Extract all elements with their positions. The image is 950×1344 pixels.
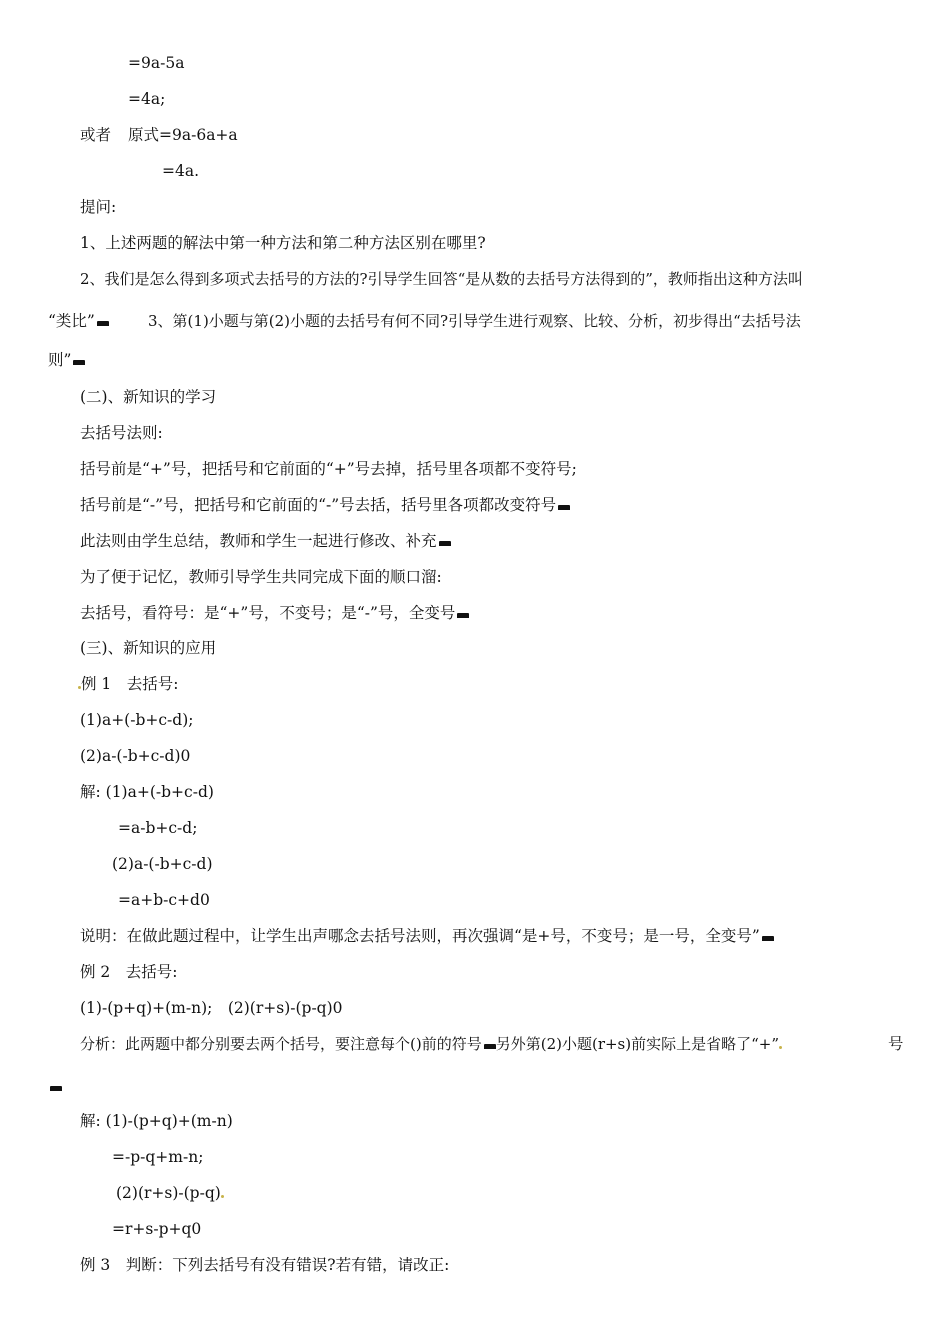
text-fragment: 分析：此两题中都分别要去两个括号，要注意每个()前的符号 <box>80 1035 482 1053</box>
section-heading: (三)、新知识的应用 <box>80 639 217 657</box>
text-fragment: 则” <box>48 351 72 369</box>
eq-line: =4a; <box>128 90 166 108</box>
eq-line: (2)a-(-b+c-d) <box>112 855 213 873</box>
text-fragment: 去括号，看符号：是“+”号，不变号；是“-”号，全变号 <box>80 604 456 622</box>
format-mark-icon <box>73 360 85 365</box>
text-fragment: (2)(r+s)-(p-q) <box>116 1184 221 1202</box>
eq-line: =4a. <box>162 162 200 180</box>
text-fragment: “类比” <box>48 312 95 330</box>
eq-line: =-p-q+m-n; <box>112 1148 204 1166</box>
format-mark-icon <box>439 541 451 546</box>
text-line: 或者 <box>80 126 112 144</box>
text-line: 为了便于记忆，教师引导学生共同完成下面的顺口溜: <box>80 568 442 586</box>
text-line <box>80 603 469 623</box>
eq-line: 解: (1)a+(-b+c-d) <box>80 783 214 801</box>
text-line <box>80 926 774 946</box>
format-mark-icon <box>484 1044 496 1049</box>
format-mark-icon <box>97 321 109 326</box>
section-heading: (二)、新知识的学习 <box>80 388 217 406</box>
eq-line: =9a-5a <box>128 54 185 72</box>
text-fragment: 例 1 去括号: <box>81 675 179 693</box>
eq-line: =a+b-c+d0 <box>118 891 210 909</box>
text-line <box>48 350 85 370</box>
format-mark-icon <box>50 1086 62 1091</box>
annotation-dot-icon <box>779 1046 782 1049</box>
format-mark-icon <box>762 936 774 941</box>
text-line: 去括号法则: <box>80 424 163 442</box>
eq-line: 解: (1)-(p+q)+(m-n) <box>80 1112 233 1130</box>
annotation-dot-icon <box>221 1195 224 1198</box>
text-line: 提问: <box>80 198 117 216</box>
text-fragment: 号 <box>888 1035 904 1053</box>
eq-line: =a-b+c-d; <box>118 819 198 837</box>
text-line <box>80 1034 782 1054</box>
eq-line: 原式=9a-6a+a <box>128 126 238 144</box>
text-fragment: 此法则由学生总结，教师和学生一起进行修改、补充 <box>80 532 437 550</box>
eq-line: (1)-(p+q)+(m-n); (2)(r+s)-(p-q)0 <box>80 999 343 1017</box>
text-line <box>48 311 109 331</box>
text-line <box>80 495 570 515</box>
text-fragment: 另外第(2)小题(r+s)前实际上是省略了“+” <box>495 1035 780 1053</box>
eq-line: (1)a+(-b+c-d); <box>80 711 194 729</box>
text-fragment: 说明：在做此题过程中，让学生出声哪念去括号法则，再次强调“是+号，不变号；是一号，全变号” <box>80 927 760 945</box>
text-line: 例 3 判断：下列去括号有没有错误?若有错，请改正: <box>80 1256 450 1274</box>
text-line <box>80 531 451 551</box>
text-fragment: 括号前是“-”号，把括号和它前面的“-”号去括，括号里各项都改变符号 <box>80 496 557 514</box>
text-line: 1、上述两题的解法中第一种方法和第二种方法区别在哪里? <box>80 234 486 252</box>
text-line: 3、第(1)小题与第(2)小题的去括号有何不同?引导学生进行观察、比较、分析，初步得出“去括号法 <box>148 312 801 330</box>
eq-line <box>116 1183 224 1203</box>
text-line: 例 2 去括号: <box>80 963 178 981</box>
eq-line: (2)a-(-b+c-d)0 <box>80 747 191 765</box>
text-line: 括号前是“+”号，把括号和它前面的“+”号去掉，括号里各项都不变符号; <box>80 460 577 478</box>
text-line: 2、我们是怎么得到多项式去括号的方法的?引导学生回答“是从数的去括号方法得到的”，教师指出这种方法叫 <box>80 270 803 288</box>
eq-line: =r+s-p+q0 <box>112 1220 202 1238</box>
text-line <box>78 674 179 694</box>
format-mark-icon <box>558 505 570 510</box>
format-mark-icon <box>457 613 469 618</box>
text-line <box>48 1076 62 1096</box>
